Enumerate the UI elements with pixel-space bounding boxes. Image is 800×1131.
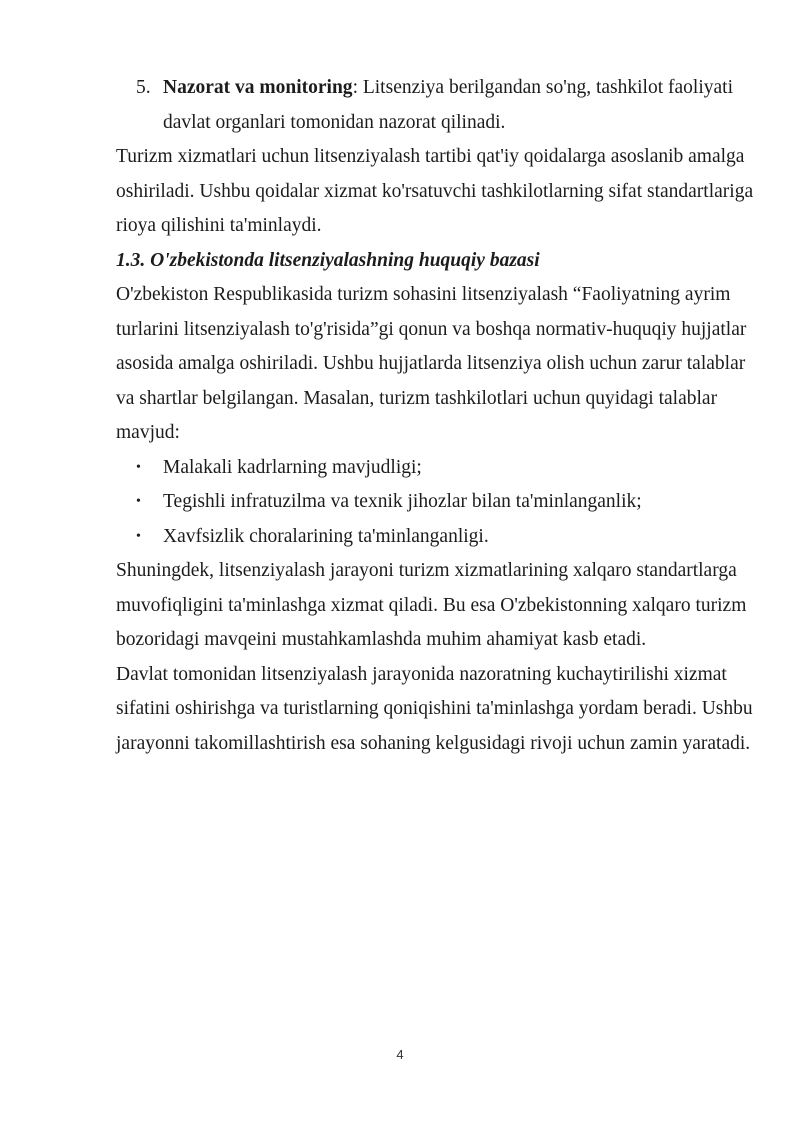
list-item-text: Tegishli infratuzilma va texnik jihozlar bilan ta'minlanganlik; bbox=[163, 491, 642, 512]
bullet-icon: • bbox=[136, 528, 141, 544]
paragraph-legal-basis: O'zbekiston Respublikasida turizm sohasini litsenziyalash “Faoliyatning ayrim turlarini litsenziyalash to'g'risida”gi qonun va boshqa normativ-huquqiy hujjatlar asosida amalga oshiriladi. Ushbu hujjatlarda litsenziya olish uchun zarur talablar va shartlar belgilangan. Masalan, turizm tashkilotlari uchun quyidagi talablar mavjud: bbox=[116, 284, 747, 443]
paragraph-international-standards: Shuningdek, litsenziyalash jarayoni turizm xizmatlarining xalqaro standartlarga muvofiqligini ta'minlashga xizmat qiladi. Bu esa O'zbekistonning xalqaro turizm bozoridagi mavqeini mustahkamlashda muhim ahamiyat kasb etadi. bbox=[116, 560, 747, 650]
bullet-icon: • bbox=[136, 459, 141, 475]
list-item bbox=[136, 520, 756, 555]
list-item-text: Xavfsizlik choralarining ta'minlanganligi. bbox=[163, 525, 489, 547]
document-body bbox=[116, 71, 756, 761]
list-item-term: Nazorat va monitoring bbox=[163, 77, 353, 98]
list-item-body bbox=[163, 71, 756, 140]
section-heading: 1.3. O'zbekistonda litsenziyalashning huquqiy bazasi bbox=[116, 249, 540, 271]
paragraph-licensing-rules: Turizm xizmatlari uchun litsenziyalash tartibi qat'iy qoidalarga asoslanib amalga oshiriladi. Ushbu qoidalar xizmat ko'rsatuvchi tashkilotlarning sifat standartlariga rioya qilishini ta'minlaydi. bbox=[116, 146, 754, 236]
bullet-icon: • bbox=[136, 494, 141, 509]
requirements-list bbox=[116, 451, 756, 555]
list-item-text: : Litsenziya berilgandan so'ng, tashkilot faoliyati davlat organlari tomonidan nazorat qilinadi. bbox=[163, 77, 733, 133]
list-item bbox=[136, 485, 756, 520]
paragraph-state-control: Davlat tomonidan litsenziyalash jarayonida nazoratning kuchaytirilishi xizmat sifatini oshirishga va turistlarning qoniqishini ta'minlashga yordam beradi. Ushbu jarayonni takomillashtirish esa sohaning kelgusidagi rivoji uchun zamin yaratadi. bbox=[116, 663, 753, 754]
list-number: 5. bbox=[136, 77, 151, 98]
list-item-text: Malakali kadrlarning mavjudligi; bbox=[163, 456, 422, 478]
list-item bbox=[136, 451, 756, 486]
numbered-item-5 bbox=[136, 71, 756, 140]
page-number: 4 bbox=[396, 1047, 404, 1062]
